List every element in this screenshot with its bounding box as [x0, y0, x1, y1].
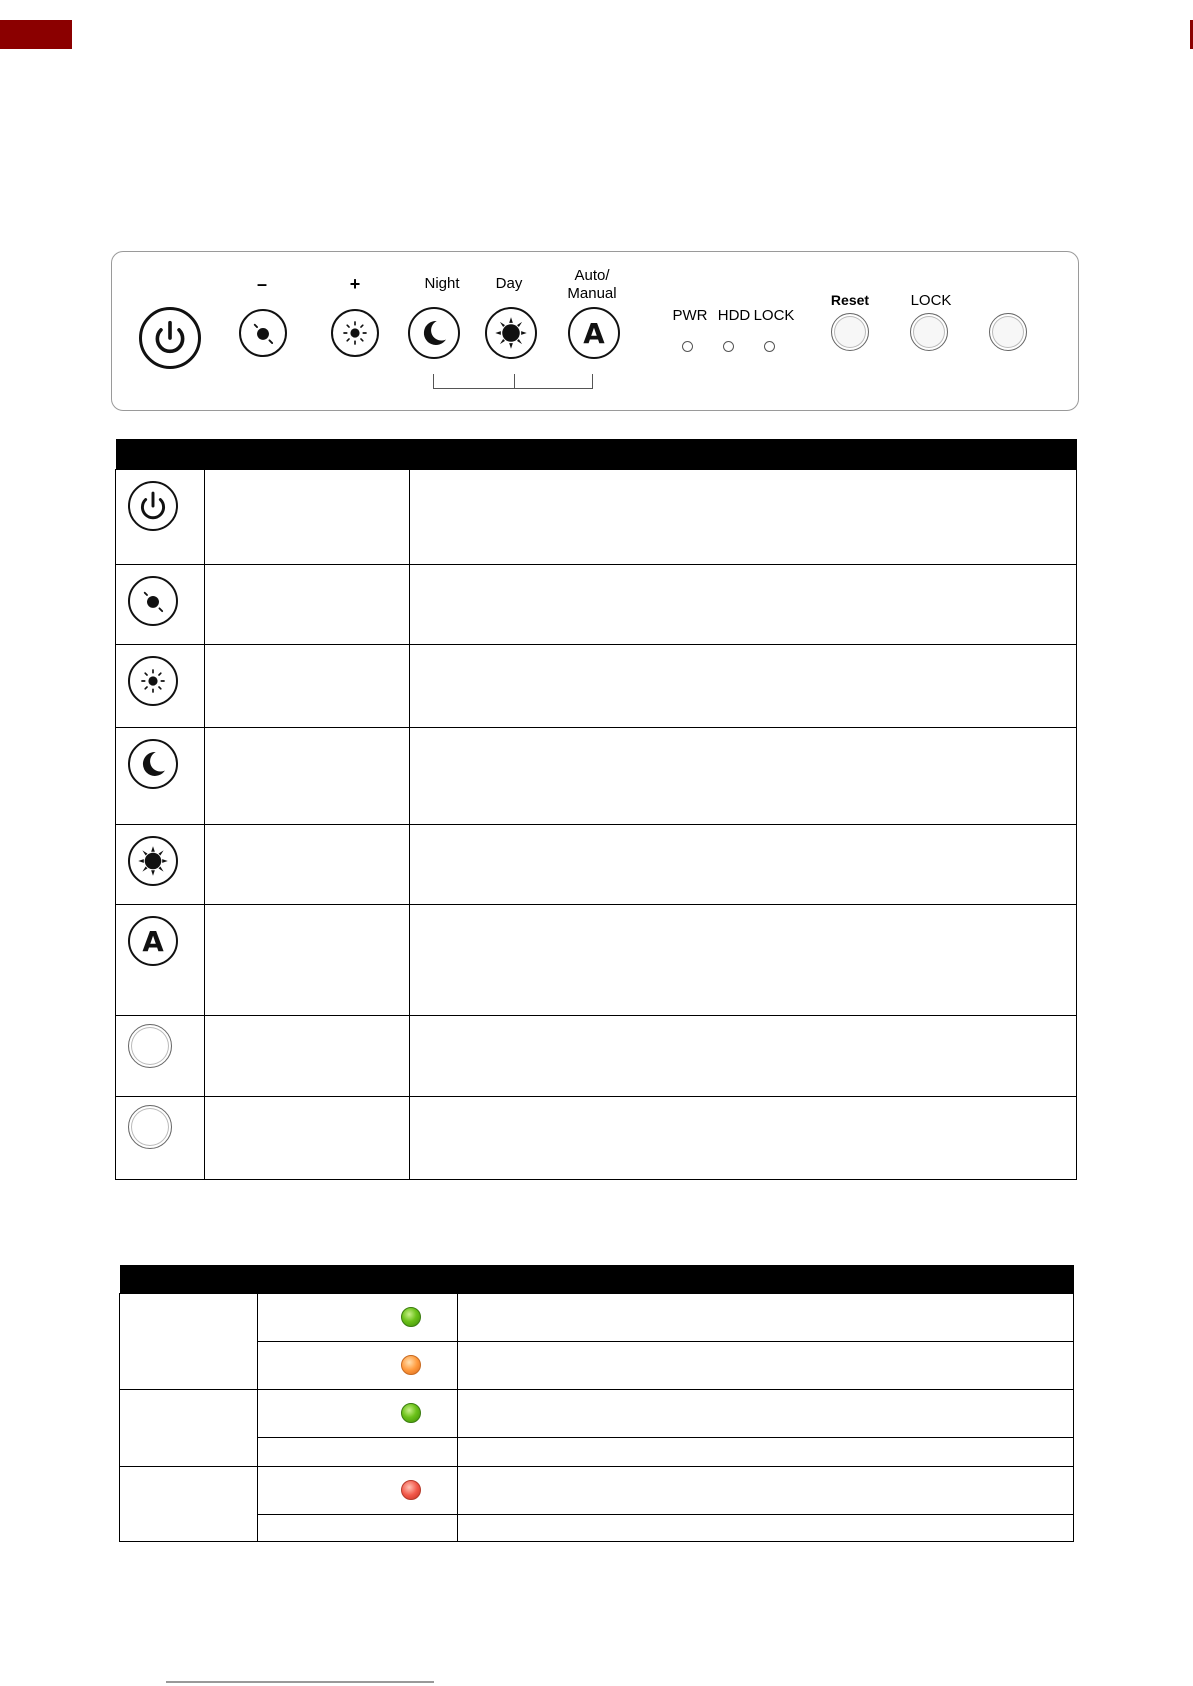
table-cell-description [410, 1015, 1077, 1096]
hdd-led [723, 341, 734, 352]
table-cell-name [205, 727, 410, 824]
reset-label: Reset [830, 292, 870, 308]
pwr-led-label: PWR [672, 307, 708, 324]
blank-button-icon [128, 1024, 172, 1068]
moon-icon [128, 739, 178, 789]
table-cell-description [410, 564, 1077, 644]
mode-group-bracket-tick [514, 374, 515, 388]
table-row [116, 1096, 1077, 1179]
table-cell-description [458, 1389, 1074, 1437]
auto-manual-label-line2: Manual [567, 285, 617, 302]
footer-rule [166, 1681, 434, 1683]
table-cell-description [458, 1466, 1074, 1514]
button-table-header-name [205, 439, 410, 469]
table-cell-name [205, 564, 410, 644]
brightness-up-icon [128, 656, 178, 706]
button-table-header-description [410, 439, 1077, 469]
table-cell-color [258, 1437, 458, 1466]
table-cell-color [258, 1514, 458, 1541]
table-row [120, 1514, 1074, 1541]
led-table-header-led [120, 1265, 258, 1293]
table-row [116, 564, 1077, 644]
table-cell-color [258, 1466, 458, 1514]
table-row [116, 727, 1077, 824]
lock-button[interactable] [910, 313, 948, 351]
lock-led [764, 341, 775, 352]
table-cell-color [258, 1341, 458, 1389]
auto-manual-label-line1: Auto/ [574, 267, 610, 284]
table-cell-description [410, 904, 1077, 1015]
green-led-icon [401, 1307, 421, 1327]
table-row [120, 1341, 1074, 1389]
table-cell-icon [116, 564, 205, 644]
blank-button-icon [128, 1105, 172, 1149]
auto-a-glyph: A [142, 924, 164, 958]
auto-manual-icon [128, 916, 178, 966]
table-cell-description [410, 824, 1077, 904]
power-icon [128, 481, 178, 531]
table-cell-description [410, 644, 1077, 727]
sun-icon [487, 309, 535, 357]
table-cell-name [205, 824, 410, 904]
table-cell-icon [116, 1015, 205, 1096]
table-row [116, 904, 1077, 1015]
brand-corner-tab [0, 20, 72, 49]
brightness-down-icon [241, 311, 285, 355]
table-row [116, 824, 1077, 904]
brightness-up-icon [333, 311, 377, 355]
auto-a-icon [570, 309, 618, 357]
hdd-led-label: HDD [717, 307, 751, 324]
table-row [120, 1389, 1074, 1437]
table-cell-description [410, 469, 1077, 564]
led-table-header-description [458, 1265, 1074, 1293]
day-button[interactable] [485, 307, 537, 359]
table-row [116, 469, 1077, 564]
table-cell-icon [116, 824, 205, 904]
brightness-up-button[interactable] [331, 309, 379, 357]
led-table-header-color [258, 1265, 458, 1293]
lock-led-label: LOCK [753, 307, 795, 324]
table-cell-led [120, 1466, 258, 1541]
sun-icon [128, 836, 178, 886]
amber-led-icon [401, 1355, 421, 1375]
button-description-table [115, 439, 1077, 1180]
brightness-down-button[interactable] [239, 309, 287, 357]
red-led-icon [401, 1480, 421, 1500]
table-cell-icon [116, 904, 205, 1015]
table-cell-icon [116, 1096, 205, 1179]
reset-button[interactable] [831, 313, 869, 351]
power-button[interactable] [139, 307, 201, 369]
table-cell-icon [116, 727, 205, 824]
brightness-down-label: – [256, 274, 267, 294]
table-cell-description [458, 1341, 1074, 1389]
table-cell-led [120, 1293, 258, 1389]
button-table-header-icon [116, 439, 205, 469]
table-cell-led [120, 1389, 258, 1466]
table-cell-name [205, 644, 410, 727]
power-icon [142, 310, 198, 366]
front-panel [111, 251, 1079, 411]
table-row [120, 1466, 1074, 1514]
auto-a-glyph: A [583, 317, 605, 351]
table-cell-color [258, 1293, 458, 1341]
table-cell-color [258, 1389, 458, 1437]
unlabeled-button[interactable] [989, 313, 1027, 351]
brightness-down-icon [128, 576, 178, 626]
table-row [120, 1293, 1074, 1341]
table-cell-name [205, 1015, 410, 1096]
table-cell-name [205, 1096, 410, 1179]
table-cell-description [458, 1514, 1074, 1541]
mode-group-bracket [433, 374, 593, 389]
table-cell-description [410, 1096, 1077, 1179]
pwr-led [682, 341, 693, 352]
table-row [116, 1015, 1077, 1096]
lock-button-label: LOCK [910, 292, 952, 309]
led-status-table [119, 1265, 1074, 1542]
table-row [116, 644, 1077, 727]
table-cell-name [205, 469, 410, 564]
table-cell-description [458, 1437, 1074, 1466]
night-button[interactable] [408, 307, 460, 359]
green-led-icon [401, 1403, 421, 1423]
table-cell-description [410, 727, 1077, 824]
auto-manual-button[interactable] [568, 307, 620, 359]
day-label: Day [495, 275, 523, 292]
moon-icon [410, 309, 458, 357]
table-cell-icon [116, 644, 205, 727]
table-cell-icon [116, 469, 205, 564]
table-row [120, 1437, 1074, 1466]
table-cell-description [458, 1293, 1074, 1341]
table-cell-name [205, 904, 410, 1015]
brightness-up-label: + [349, 274, 361, 294]
night-label: Night [424, 275, 460, 292]
